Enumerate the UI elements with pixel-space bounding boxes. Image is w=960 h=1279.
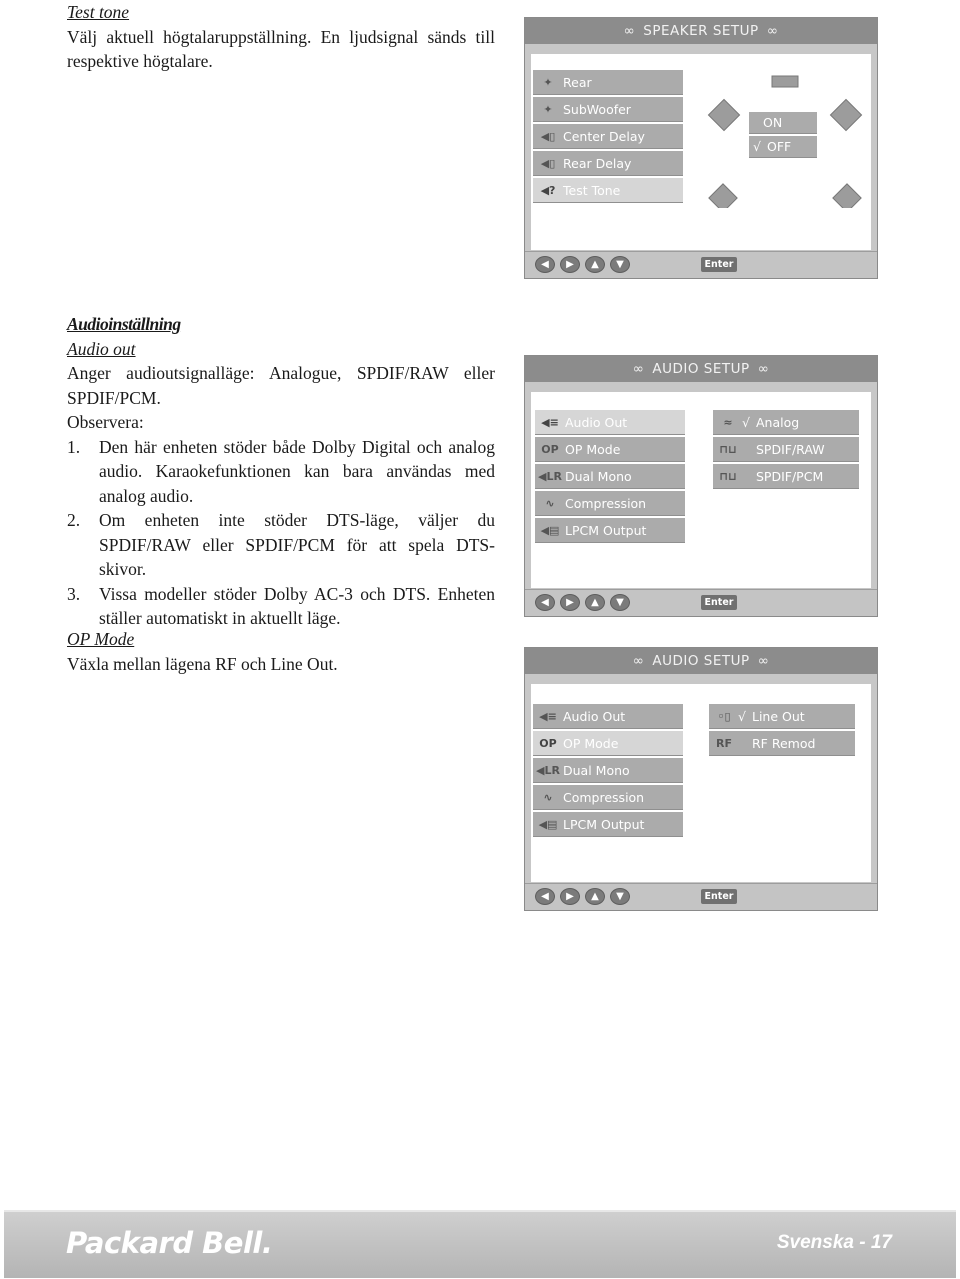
on-off-options — [749, 112, 817, 160]
audio-menu — [533, 704, 683, 839]
link-icon: ∞ — [757, 653, 770, 669]
menu-item-rear[interactable]: ✦ Rear — [533, 70, 683, 95]
rf-icon: RF — [716, 736, 732, 750]
option-spdif-pcm[interactable]: ⊓⊔ SPDIF/PCM — [713, 464, 859, 489]
menu-item-compression[interactable]: ∿ Compression — [535, 491, 685, 516]
list-item: 1. Den här enheten stöder både Dolby Digital och analog audio. Karaokefunktionen kan bara användas med analog audio. — [67, 436, 495, 506]
menu-item-compression[interactable]: ∿ Compression — [533, 785, 683, 810]
link-icon: ∞ — [632, 361, 645, 377]
link-icon: ∞ — [766, 23, 779, 39]
audio-setup-screen-2 — [524, 647, 878, 911]
lpcm-icon: ◀▤ — [540, 523, 560, 537]
page-number: Svenska - 17 — [776, 1232, 892, 1253]
audio-section — [67, 312, 495, 631]
option-spdif-raw[interactable]: ⊓⊔ SPDIF/RAW — [713, 437, 859, 462]
test-tone-section — [67, 0, 495, 74]
left-arrow-icon[interactable]: ◀ — [535, 888, 555, 905]
osd-content — [531, 54, 871, 250]
lpcm-icon: ◀▤ — [538, 817, 558, 831]
digital-icon: ⊓⊔ — [719, 469, 737, 483]
speaker-icon: ◀▯ — [540, 129, 556, 143]
rear-left-speaker-icon — [709, 184, 737, 208]
menu-item-center-delay[interactable]: ◀▯ Center Delay — [533, 124, 683, 149]
speaker-menu — [533, 70, 683, 205]
op-mode-body: Växla mellan lägena RF och Line Out. — [67, 653, 338, 674]
left-arrow-icon[interactable]: ◀ — [535, 256, 555, 273]
brand-logo: Packard Bell. — [66, 1226, 273, 1260]
option-off[interactable]: √ OFF — [749, 136, 817, 158]
menu-item-op-mode[interactable]: OP OP Mode — [535, 437, 685, 462]
osd-content — [531, 392, 871, 588]
osd-nav-bar — [525, 589, 877, 616]
menu-item-dual-mono[interactable]: ◀LR Dual Mono — [533, 758, 683, 783]
line-out-icon: ◦▯ — [717, 709, 731, 723]
enter-button[interactable]: Enter — [701, 257, 737, 272]
right-arrow-icon[interactable]: ▶ — [560, 888, 580, 905]
menu-item-subwoofer[interactable]: ✦ SubWoofer — [533, 97, 683, 122]
osd-title-bar — [525, 648, 877, 674]
menu-item-test-tone[interactable]: ◀? Test Tone — [533, 178, 683, 203]
osd-title-bar — [525, 356, 877, 382]
audio-out-subtitle: Audio out — [67, 338, 136, 359]
wave-icon: ≈ — [723, 415, 733, 429]
audio-intro: Anger audioutsignalläge: Analogue, SPDIF/RAW eller SPDIF/PCM. — [67, 363, 495, 408]
digital-icon: ⊓⊔ — [719, 442, 737, 456]
down-arrow-icon[interactable]: ▼ — [610, 888, 630, 905]
note-label: Observera: — [67, 412, 144, 432]
speaker-icon: ✦ — [543, 102, 553, 116]
option-rf-remod[interactable]: RF RF Remod — [709, 731, 855, 756]
down-arrow-icon[interactable]: ▼ — [610, 256, 630, 273]
down-arrow-icon[interactable]: ▼ — [610, 594, 630, 611]
front-right-speaker-icon — [830, 99, 861, 130]
menu-item-lpcm-output[interactable]: ◀▤ LPCM Output — [533, 812, 683, 837]
speaker-icon: ◀▯ — [540, 156, 556, 170]
up-arrow-icon[interactable]: ▲ — [585, 888, 605, 905]
audio-out-options — [713, 410, 859, 491]
rear-right-speaker-icon — [833, 184, 861, 208]
menu-item-op-mode[interactable]: OP OP Mode — [533, 731, 683, 756]
op-mode-options — [709, 704, 855, 758]
enter-button[interactable]: Enter — [701, 595, 737, 610]
waveform-icon: ∿ — [543, 790, 553, 804]
speaker-icon: ✦ — [543, 75, 553, 89]
list-item: 3. Vissa modeller stöder Dolby AC-3 och DTS. Enheten ställer automatiskt in aktuellt läge. — [67, 583, 495, 628]
link-icon: ∞ — [623, 23, 636, 39]
up-arrow-icon[interactable]: ▲ — [585, 256, 605, 273]
menu-item-dual-mono[interactable]: ◀LR Dual Mono — [535, 464, 685, 489]
op-icon: OP — [541, 442, 559, 456]
option-analog[interactable]: ≈ √ Analog — [713, 410, 859, 435]
test-tone-title: Test tone — [67, 2, 130, 22]
menu-item-audio-out[interactable]: ◀≡ Audio Out — [535, 410, 685, 435]
audio-heading: Audioinställning — [67, 314, 181, 334]
link-icon: ∞ — [757, 361, 770, 377]
right-arrow-icon[interactable]: ▶ — [560, 256, 580, 273]
speaker-setup-screen — [524, 17, 878, 279]
speaker-icon: ◀≡ — [541, 415, 559, 429]
enter-button[interactable]: Enter — [701, 889, 737, 904]
screen-title: SPEAKER SETUP — [643, 23, 759, 39]
front-left-speaker-icon — [708, 99, 739, 130]
osd-content — [531, 684, 871, 882]
lr-icon: ◀LR — [538, 469, 562, 483]
speaker-icon: ◀≡ — [539, 709, 557, 723]
audio-menu — [535, 410, 685, 545]
page-footer — [4, 1210, 956, 1278]
test-tone-body: Välj aktuell högtalaruppställning. En ljudsignal sänds till respektive högtalare. — [67, 26, 495, 71]
link-icon: ∞ — [632, 653, 645, 669]
lr-icon: ◀LR — [536, 763, 560, 777]
osd-nav-bar — [525, 883, 877, 910]
menu-item-lpcm-output[interactable]: ◀▤ LPCM Output — [535, 518, 685, 543]
center-speaker-icon — [772, 76, 798, 87]
op-icon: OP — [539, 736, 557, 750]
waveform-icon: ∿ — [545, 496, 555, 510]
up-arrow-icon[interactable]: ▲ — [585, 594, 605, 611]
left-arrow-icon[interactable]: ◀ — [535, 594, 555, 611]
op-mode-section — [67, 627, 495, 676]
osd-nav-bar — [525, 251, 877, 278]
option-line-out[interactable]: ◦▯ √ Line Out — [709, 704, 855, 729]
right-arrow-icon[interactable]: ▶ — [560, 594, 580, 611]
op-mode-title: OP Mode — [67, 629, 135, 649]
osd-title-bar — [525, 18, 877, 44]
audio-setup-screen-1 — [524, 355, 878, 617]
menu-item-audio-out[interactable]: ◀≡ Audio Out — [533, 704, 683, 729]
list-item: 2. Om enheten inte stöder DTS-läge, väljer du SPDIF/RAW eller SPDIF/PCM för att spela DTS-skivor. — [67, 510, 495, 579]
screen-title: AUDIO SETUP — [652, 361, 750, 377]
screen-title: AUDIO SETUP — [652, 653, 750, 669]
speaker-icon: ◀? — [540, 183, 556, 197]
menu-item-rear-delay[interactable]: ◀▯ Rear Delay — [533, 151, 683, 176]
option-on[interactable]: ON — [749, 112, 817, 134]
